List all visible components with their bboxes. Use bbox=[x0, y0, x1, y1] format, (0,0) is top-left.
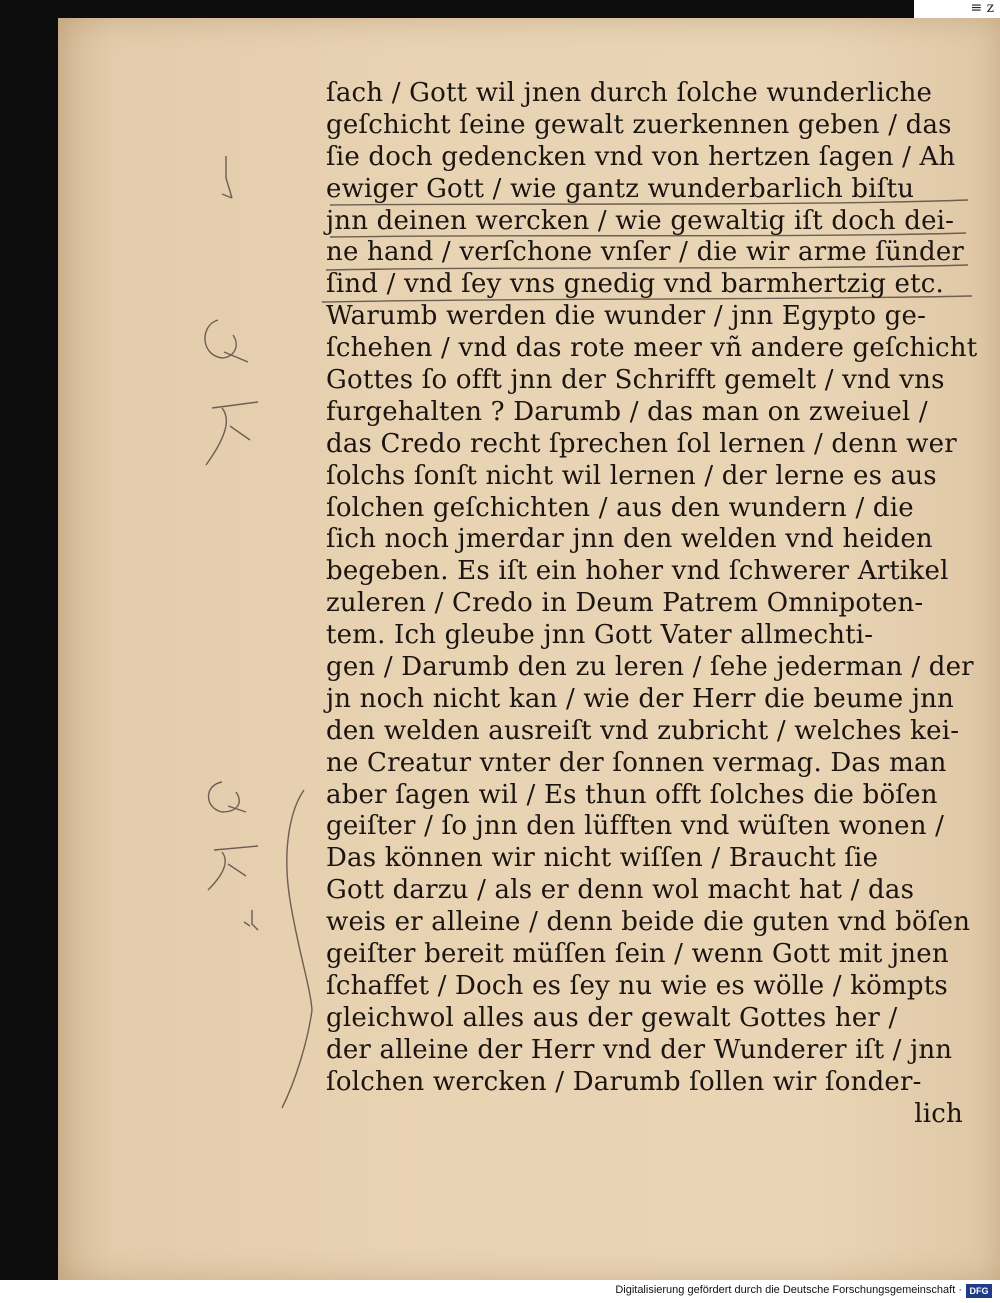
pencil-mark-4-bottom bbox=[244, 910, 258, 930]
text-line: Gott darzu / als er denn wol macht hat / das bbox=[326, 875, 915, 906]
main-text-block bbox=[326, 78, 978, 1130]
text-line: der alleine der Herr vnd der Wunderer iſt / jnn bbox=[326, 1034, 953, 1065]
text-line: zuleren / Credo in Deum Patrem Omnipoten- bbox=[326, 588, 924, 619]
text-line: ſchaffet / Doch es ſey nu wie es wölle / kömpts bbox=[326, 970, 948, 1001]
edge-marks: ≡ z bbox=[970, 0, 994, 16]
footer-bar bbox=[0, 1280, 1000, 1303]
text-line: tem. Ich gleube jnn Gott Vater allmechti- bbox=[326, 620, 874, 651]
text-line: ſolchs ſonſt nicht wil lernen / der lerne es aus bbox=[326, 460, 937, 491]
text-line: ewiger Gott / wie gantz wunderbarlich biſtu bbox=[326, 173, 915, 204]
text-line: weis er alleine / denn beide die guten vnd böſen bbox=[326, 907, 971, 938]
text-line: ne hand / verſchone vnſer / die wir arme ſünder bbox=[326, 237, 965, 268]
text-line: geſchicht ſeine gewalt zuerkennen geben / das bbox=[326, 109, 952, 140]
text-line: ſich noch jmerdar jnn den welden vnd heiden bbox=[326, 524, 933, 555]
text-line: den welden ausreiſt vnd zubricht / welches kei- bbox=[326, 715, 960, 746]
text-line: aber ſagen wil / Es thun offt ſolches die böſen bbox=[326, 779, 938, 810]
text-line: furgehalten ? Darumb / das man on zweiuel / bbox=[326, 396, 928, 427]
page-edge-strip bbox=[914, 0, 1000, 18]
text-line: gleichwol alles aus der gewalt Gottes her / bbox=[326, 1002, 898, 1033]
text-line: ſolchen geſchichten / aus den wundern / die bbox=[326, 492, 914, 523]
pencil-r-bottom bbox=[208, 846, 258, 890]
text-line: begeben. Es iſt ein hoher vnd ſchwerer Artikel bbox=[326, 556, 949, 587]
text-line: Warumb werden die wunder / jnn Egypto ge- bbox=[326, 301, 927, 332]
pencil-r-top bbox=[206, 402, 258, 465]
text-line: geiſter bereit müſſen ſein / wenn Gott mit jnen bbox=[326, 939, 949, 970]
catchword: lich bbox=[914, 1098, 963, 1129]
text-line: gen / Darumb den zu leren / ſehe jederman / der bbox=[326, 652, 974, 683]
pencil-q-bottom bbox=[209, 782, 247, 812]
text-line: ſie doch gedencken vnd von hertzen ſagen / Ah bbox=[326, 141, 956, 172]
text-line: ſach / Gott wil jnen durch ſolche wunderliche bbox=[326, 78, 933, 108]
pencil-mark-4-top bbox=[226, 156, 232, 198]
text-line: ne Creatur vnter der ſonnen vermag. Das man bbox=[326, 747, 947, 778]
text-line: Das können wir nicht wiſſen / Braucht ſie bbox=[326, 843, 879, 874]
text-line: ſind / vnd ſey vns gnedig vnd barmhertzig etc. bbox=[326, 269, 944, 300]
text-line: ſchehen / vnd das rote meer vñ andere geſchicht bbox=[326, 333, 978, 364]
text-line: jnn deinen wercken / wie gewaltig iſt doch dei- bbox=[326, 205, 955, 236]
text-line: ſolchen wercken / Darumb ſollen wir ſonder- bbox=[326, 1066, 922, 1097]
footer-credit: Digitalisierung gefördert durch die Deutsche Forschungsgemeinschaft · bbox=[615, 1284, 962, 1296]
text-line: geiſter / ſo jnn den lüfften vnd wüſten wonen / bbox=[326, 811, 945, 842]
dfg-logo[interactable]: DFG bbox=[966, 1284, 992, 1298]
pencil-bracket bbox=[282, 790, 312, 1108]
text-line: Gottes ſo offt jnn der Schrifft gemelt / vnd vns bbox=[326, 365, 945, 396]
text-line: das Credo recht ſprechen ſol lernen / denn wer bbox=[326, 428, 957, 459]
text-line: jn noch nicht kan / wie der Herr die beume jnn bbox=[326, 683, 954, 714]
pencil-q-top bbox=[205, 320, 248, 362]
